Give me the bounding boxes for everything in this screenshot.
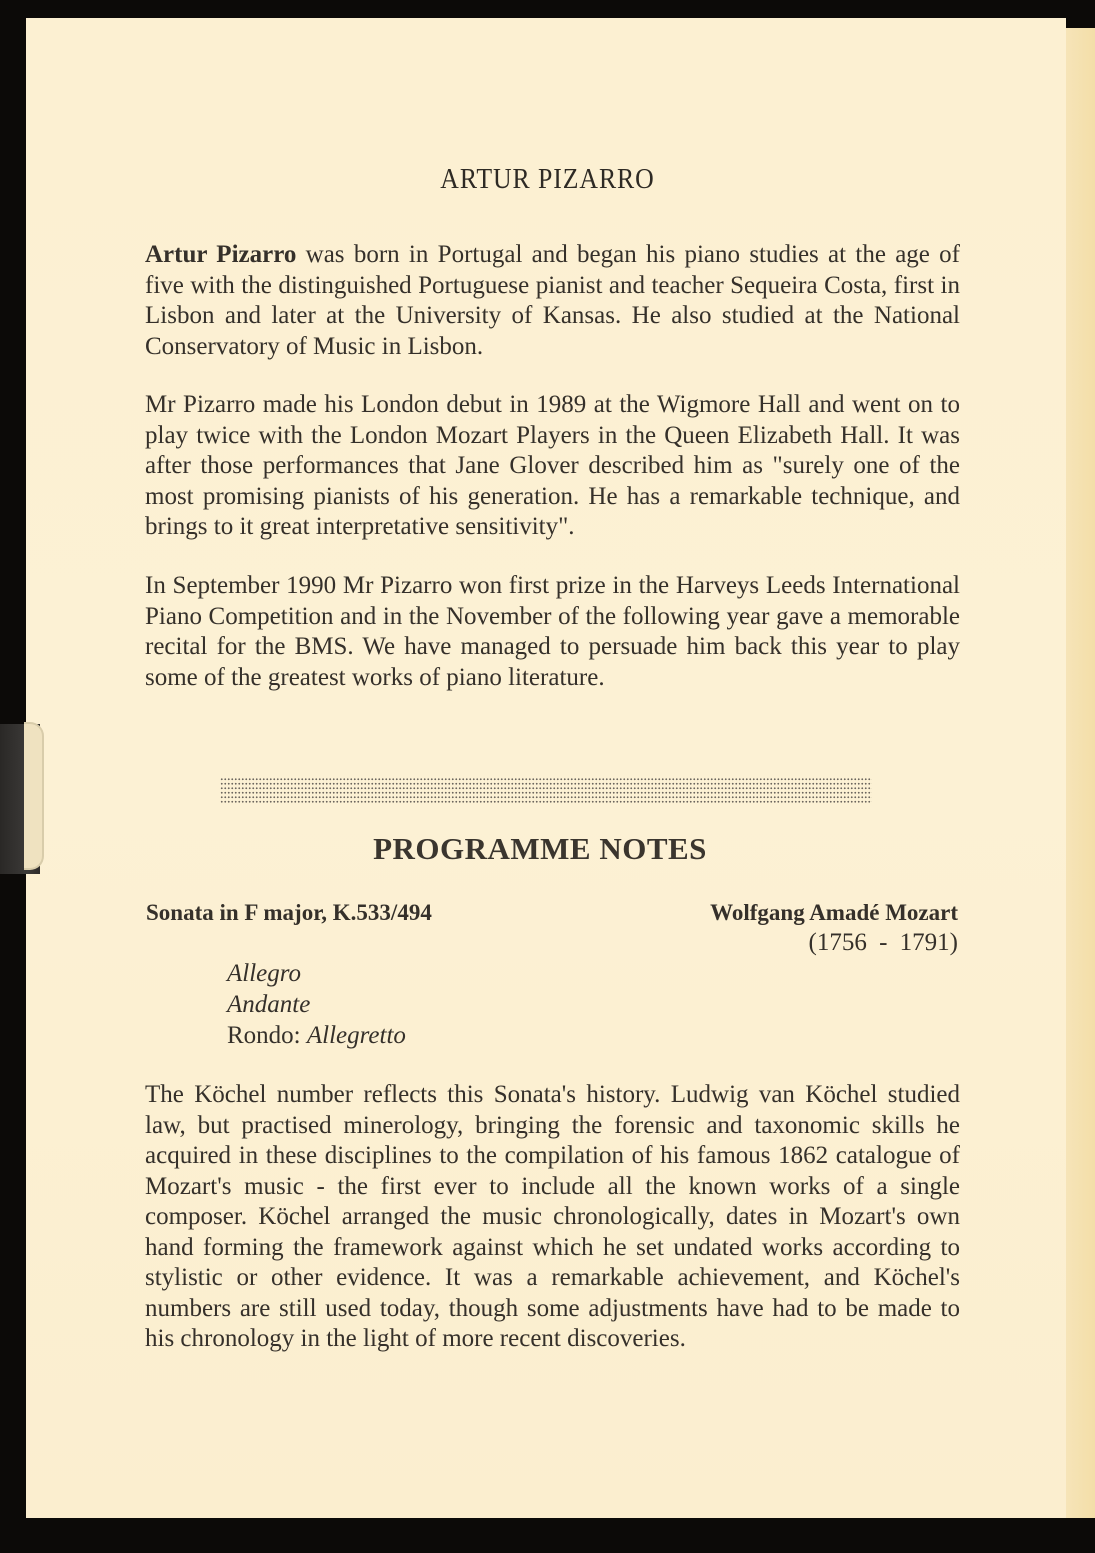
- movement-item: [227, 1020, 406, 1051]
- movement-item: [227, 958, 406, 989]
- programme-note-paragraph: The Köchel number reflects this Sonata's history. Ludwig van Köchel studied law, but practised minerology, bringing the forensic and taxonomic skills he acquired in these disciplines to the compilation of his famous 1862 catalogue of Mozart's music - the first ever to include all the known works of a single composer. Köchel arranged the music chronologically, dates in Mozart's own hand forming the framework against which he set undated works according to stylistic or other evidence. It was a remarkable achievement, and Köchel's numbers are still used today, though some adjustments have had to be made to his chronology in the light of more recent discoveries.: [145, 1081, 960, 1352]
- movement-tempo: Andante: [227, 991, 311, 1018]
- adjacent-page-edge: [1066, 28, 1095, 1518]
- composer-name: Wolfgang Amadé Mozart: [710, 900, 958, 925]
- bio-paragraph-1: [145, 240, 960, 362]
- composer-dates: (1756 - 1791): [808, 929, 958, 956]
- movement-item: [227, 989, 406, 1020]
- movement-tempo: Allegretto: [306, 1022, 406, 1049]
- movement-label: Rondo:: [227, 1022, 307, 1049]
- dotted-divider: [220, 777, 872, 803]
- movement-list: [227, 958, 406, 1051]
- bio-name-lead: Artur Pizarro: [145, 241, 297, 268]
- piece-title: Sonata in F major, K.533/494: [146, 900, 432, 925]
- section-title: PROGRAMME NOTES: [373, 830, 707, 866]
- bio-paragraph-1-text: was born in Portugal and began his piano studies at the age of five with the distinguished Portuguese pianist and teacher Sequeira Costa, first in Lisbon and later at the University of Kansas. He also studied at the National Conservatory of Music in Lisbon.: [145, 241, 961, 360]
- page-title: ARTUR PIZARRO: [440, 163, 655, 195]
- movement-tempo: Allegro: [227, 960, 302, 987]
- bio-paragraph-2: Mr Pizarro made his London debut in 1989 at the Wigmore Hall and went on to play twice with the London Mozart Players in the Queen Elizabeth Hall. It was after those performances that Jane Glover described him as "surely one of the most promising pianists of his generation. He has a remarkable technique, and brings to it great interpretative sensitivity".: [145, 391, 960, 540]
- bio-paragraph-3: In September 1990 Mr Pizarro won first prize in the Harveys Leeds International Piano Competition and in the November of the following year gave a memorable recital for the BMS. We have managed to persuade him back this year to play some of the greatest works of piano literature.: [145, 572, 960, 691]
